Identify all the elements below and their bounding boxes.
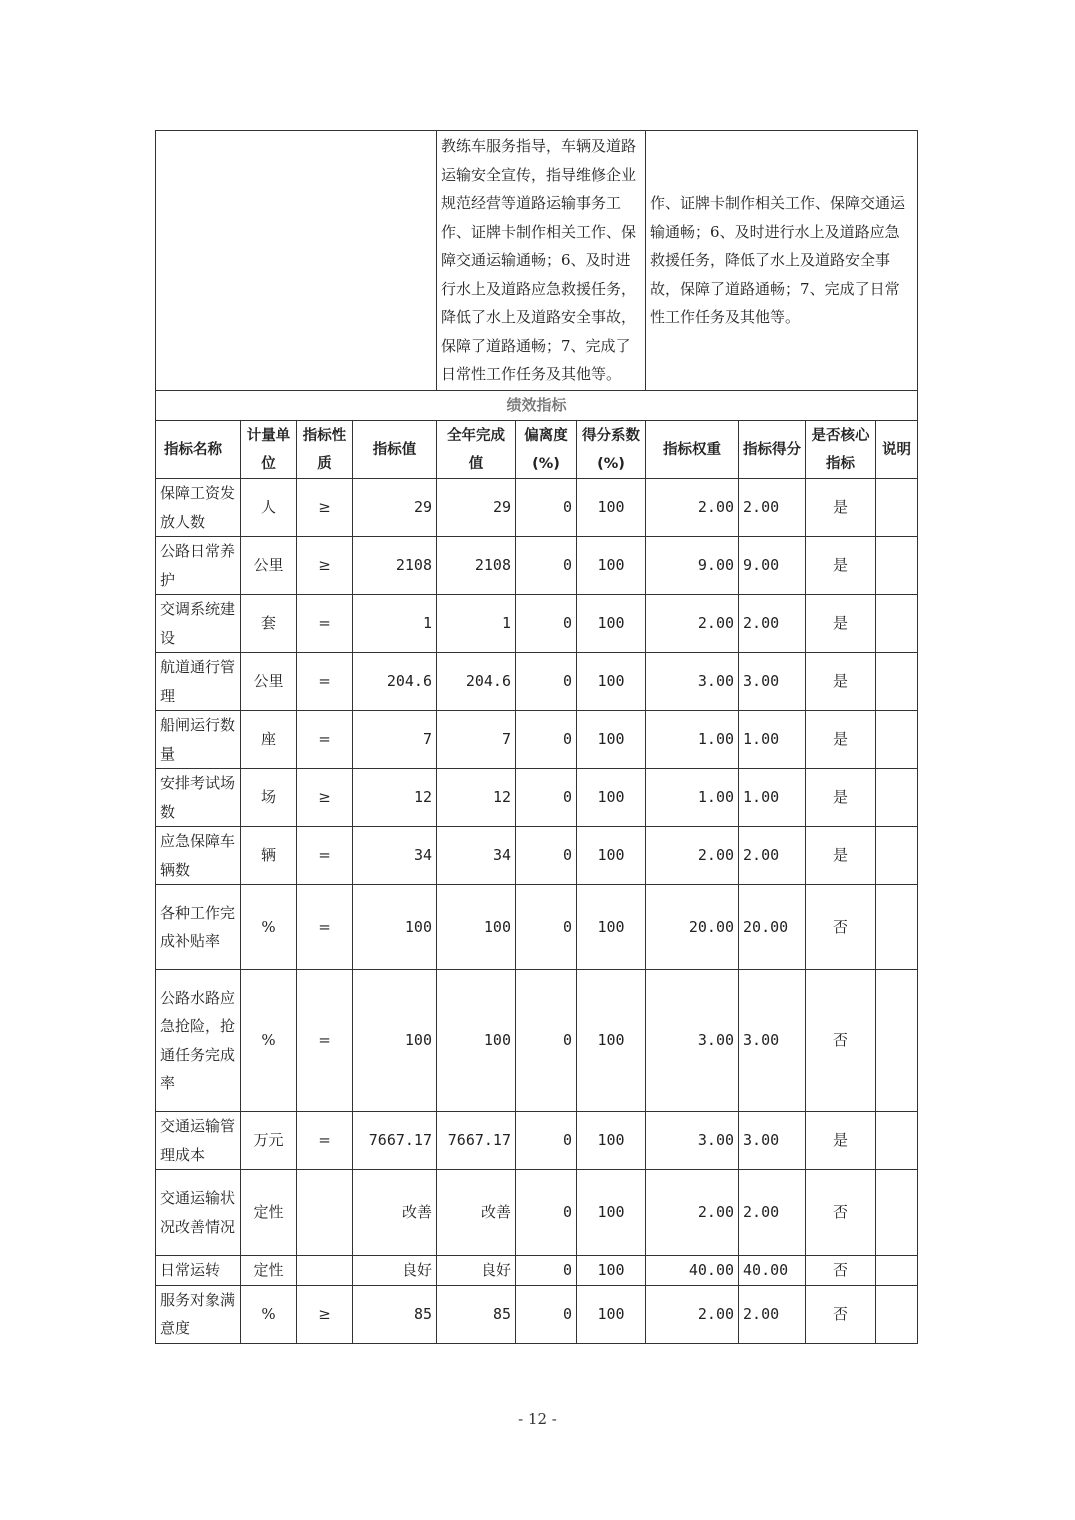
cell-weight: 1.00 xyxy=(646,711,739,769)
cell-note xyxy=(876,537,918,595)
cell-note xyxy=(876,653,918,711)
cell-target: 1 xyxy=(353,595,437,653)
cell-core: 是 xyxy=(806,653,876,711)
table-row xyxy=(156,479,918,537)
cell-unit: 座 xyxy=(241,711,297,769)
cell-core: 是 xyxy=(806,479,876,537)
cell-score: 3.00 xyxy=(739,1112,806,1170)
cell-name: 交通运输管理成本 xyxy=(156,1112,241,1170)
cell-core: 否 xyxy=(806,1256,876,1286)
header-coef: 得分系数(%) xyxy=(577,421,646,479)
table-row xyxy=(156,595,918,653)
cell-coef: 100 xyxy=(577,1112,646,1170)
cell-core: 是 xyxy=(806,1112,876,1170)
cell-core: 否 xyxy=(806,1285,876,1343)
cell-score: 2.00 xyxy=(739,479,806,537)
cell-deviation: 0 xyxy=(516,711,577,769)
section-title-row xyxy=(156,391,918,421)
cell-core: 是 xyxy=(806,595,876,653)
cell-core: 是 xyxy=(806,827,876,885)
cell-score: 2.00 xyxy=(739,1170,806,1256)
cell-deviation: 0 xyxy=(516,1256,577,1286)
cell-name: 应急保障车辆数 xyxy=(156,827,241,885)
cell-actual: 29 xyxy=(437,479,516,537)
cell-core: 否 xyxy=(806,885,876,970)
cell-note xyxy=(876,885,918,970)
cell-deviation: 0 xyxy=(516,827,577,885)
cell-unit: 万元 xyxy=(241,1112,297,1170)
cell-weight: 3.00 xyxy=(646,653,739,711)
performance-table xyxy=(155,130,918,1344)
table-row xyxy=(156,1256,918,1286)
cell-deviation: 0 xyxy=(516,595,577,653)
cell-name: 各种工作完成补贴率 xyxy=(156,885,241,970)
table-header-row xyxy=(156,421,918,479)
cell-unit: % xyxy=(241,970,297,1112)
cell-unit: % xyxy=(241,1285,297,1343)
cell-score: 1.00 xyxy=(739,711,806,769)
cell-unit: 辆 xyxy=(241,827,297,885)
cell-note xyxy=(876,827,918,885)
cell-nature: = xyxy=(297,885,353,970)
cell-coef: 100 xyxy=(577,1256,646,1286)
cell-coef: 100 xyxy=(577,711,646,769)
cell-score: 1.00 xyxy=(739,769,806,827)
header-name: 指标名称 xyxy=(156,421,241,479)
cell-name: 保障工资发放人数 xyxy=(156,479,241,537)
table-row xyxy=(156,769,918,827)
cell-nature: ≥ xyxy=(297,1285,353,1343)
cell-actual: 204.6 xyxy=(437,653,516,711)
cell-unit: 人 xyxy=(241,479,297,537)
cell-target: 100 xyxy=(353,885,437,970)
cell-nature: = xyxy=(297,653,353,711)
cell-target: 34 xyxy=(353,827,437,885)
cell-core: 是 xyxy=(806,711,876,769)
cell-actual: 良好 xyxy=(437,1256,516,1286)
header-deviation: 偏离度(%) xyxy=(516,421,577,479)
cell-name: 日常运转 xyxy=(156,1256,241,1286)
cell-score: 3.00 xyxy=(739,653,806,711)
header-score: 指标得分 xyxy=(739,421,806,479)
page-number: - 12 - xyxy=(518,1410,557,1428)
cell-name: 航道通行管理 xyxy=(156,653,241,711)
top-text-left: 教练车服务指导，车辆及道路运输安全宣传，指导维修企业规范经营等道路运输事务工作、证牌卡制作相关工作、保障交通运输通畅；6、及时进行水上及道路应急救援任务，降低了水上及道路安全事故，保障了道路通畅；7、完成了日常性工作任务及其他等。 xyxy=(437,131,646,391)
cell-deviation: 0 xyxy=(516,1285,577,1343)
cell-weight: 2.00 xyxy=(646,827,739,885)
cell-deviation: 0 xyxy=(516,970,577,1112)
top-text-row xyxy=(156,131,918,391)
cell-coef: 100 xyxy=(577,537,646,595)
cell-target: 7667.17 xyxy=(353,1112,437,1170)
cell-unit: 场 xyxy=(241,769,297,827)
cell-score: 20.00 xyxy=(739,885,806,970)
cell-note xyxy=(876,769,918,827)
cell-score: 9.00 xyxy=(739,537,806,595)
top-text-right: 作、证牌卡制作相关工作、保障交通运输通畅；6、及时进行水上及道路应急救援任务，降低了水上及道路安全事故，保障了道路通畅；7、完成了日常性工作任务及其他等。 xyxy=(646,131,918,391)
cell-coef: 100 xyxy=(577,653,646,711)
cell-coef: 100 xyxy=(577,1285,646,1343)
cell-name: 交调系统建设 xyxy=(156,595,241,653)
cell-target: 良好 xyxy=(353,1256,437,1286)
cell-actual: 100 xyxy=(437,885,516,970)
cell-name: 船闸运行数量 xyxy=(156,711,241,769)
cell-nature: ≥ xyxy=(297,537,353,595)
cell-coef: 100 xyxy=(577,595,646,653)
table-row xyxy=(156,1170,918,1256)
cell-unit: 公里 xyxy=(241,653,297,711)
cell-unit: 公里 xyxy=(241,537,297,595)
table-row xyxy=(156,537,918,595)
cell-name: 公路水路应急抢险，抢通任务完成率 xyxy=(156,970,241,1112)
cell-note xyxy=(876,595,918,653)
cell-coef: 100 xyxy=(577,1170,646,1256)
table-row xyxy=(156,1285,918,1343)
cell-name: 交通运输状况改善情况 xyxy=(156,1170,241,1256)
cell-core: 是 xyxy=(806,769,876,827)
cell-actual: 100 xyxy=(437,970,516,1112)
cell-deviation: 0 xyxy=(516,537,577,595)
cell-actual: 7 xyxy=(437,711,516,769)
cell-target: 204.6 xyxy=(353,653,437,711)
cell-unit: 套 xyxy=(241,595,297,653)
cell-coef: 100 xyxy=(577,885,646,970)
cell-weight: 3.00 xyxy=(646,970,739,1112)
cell-weight: 2.00 xyxy=(646,1170,739,1256)
table-row xyxy=(156,970,918,1112)
cell-note xyxy=(876,1256,918,1286)
cell-coef: 100 xyxy=(577,769,646,827)
table-row xyxy=(156,711,918,769)
cell-coef: 100 xyxy=(577,479,646,537)
cell-weight: 20.00 xyxy=(646,885,739,970)
table-row xyxy=(156,1112,918,1170)
cell-score: 2.00 xyxy=(739,827,806,885)
top-empty-cell xyxy=(156,131,437,391)
cell-weight: 3.00 xyxy=(646,1112,739,1170)
cell-weight: 40.00 xyxy=(646,1256,739,1286)
cell-target: 100 xyxy=(353,970,437,1112)
cell-nature: = xyxy=(297,1112,353,1170)
cell-score: 3.00 xyxy=(739,970,806,1112)
cell-unit: 定性 xyxy=(241,1170,297,1256)
cell-target: 12 xyxy=(353,769,437,827)
cell-target: 85 xyxy=(353,1285,437,1343)
cell-weight: 9.00 xyxy=(646,537,739,595)
cell-actual: 34 xyxy=(437,827,516,885)
cell-nature: = xyxy=(297,595,353,653)
cell-core: 否 xyxy=(806,1170,876,1256)
cell-note xyxy=(876,970,918,1112)
header-weight: 指标权重 xyxy=(646,421,739,479)
cell-nature: ≥ xyxy=(297,479,353,537)
cell-name: 公路日常养护 xyxy=(156,537,241,595)
cell-nature: = xyxy=(297,711,353,769)
cell-coef: 100 xyxy=(577,970,646,1112)
cell-deviation: 0 xyxy=(516,769,577,827)
cell-core: 是 xyxy=(806,537,876,595)
cell-note xyxy=(876,1112,918,1170)
cell-coef: 100 xyxy=(577,827,646,885)
cell-score: 40.00 xyxy=(739,1256,806,1286)
cell-weight: 2.00 xyxy=(646,1285,739,1343)
cell-nature: = xyxy=(297,827,353,885)
cell-nature: = xyxy=(297,970,353,1112)
header-note: 说明 xyxy=(876,421,918,479)
header-core: 是否核心指标 xyxy=(806,421,876,479)
cell-name: 安排考试场数 xyxy=(156,769,241,827)
cell-nature xyxy=(297,1170,353,1256)
cell-core: 否 xyxy=(806,970,876,1112)
cell-deviation: 0 xyxy=(516,885,577,970)
cell-actual: 2108 xyxy=(437,537,516,595)
cell-unit: % xyxy=(241,885,297,970)
table-row xyxy=(156,653,918,711)
cell-note xyxy=(876,1170,918,1256)
header-target: 指标值 xyxy=(353,421,437,479)
section-title: 绩效指标 xyxy=(156,391,918,421)
cell-weight: 1.00 xyxy=(646,769,739,827)
table-row xyxy=(156,885,918,970)
cell-name: 服务对象满意度 xyxy=(156,1285,241,1343)
cell-note xyxy=(876,711,918,769)
cell-note xyxy=(876,1285,918,1343)
cell-deviation: 0 xyxy=(516,1170,577,1256)
cell-deviation: 0 xyxy=(516,479,577,537)
cell-actual: 改善 xyxy=(437,1170,516,1256)
cell-note xyxy=(876,479,918,537)
cell-target: 7 xyxy=(353,711,437,769)
cell-target: 改善 xyxy=(353,1170,437,1256)
cell-deviation: 0 xyxy=(516,1112,577,1170)
header-unit: 计量单位 xyxy=(241,421,297,479)
cell-target: 29 xyxy=(353,479,437,537)
cell-weight: 2.00 xyxy=(646,479,739,537)
table-body xyxy=(156,479,918,1344)
cell-unit: 定性 xyxy=(241,1256,297,1286)
cell-actual: 1 xyxy=(437,595,516,653)
cell-weight: 2.00 xyxy=(646,595,739,653)
header-actual: 全年完成值 xyxy=(437,421,516,479)
cell-score: 2.00 xyxy=(739,595,806,653)
cell-nature: ≥ xyxy=(297,769,353,827)
cell-deviation: 0 xyxy=(516,653,577,711)
cell-actual: 7667.17 xyxy=(437,1112,516,1170)
table-row xyxy=(156,827,918,885)
cell-target: 2108 xyxy=(353,537,437,595)
cell-nature xyxy=(297,1256,353,1286)
cell-actual: 12 xyxy=(437,769,516,827)
cell-actual: 85 xyxy=(437,1285,516,1343)
header-nature: 指标性质 xyxy=(297,421,353,479)
cell-score: 2.00 xyxy=(739,1285,806,1343)
